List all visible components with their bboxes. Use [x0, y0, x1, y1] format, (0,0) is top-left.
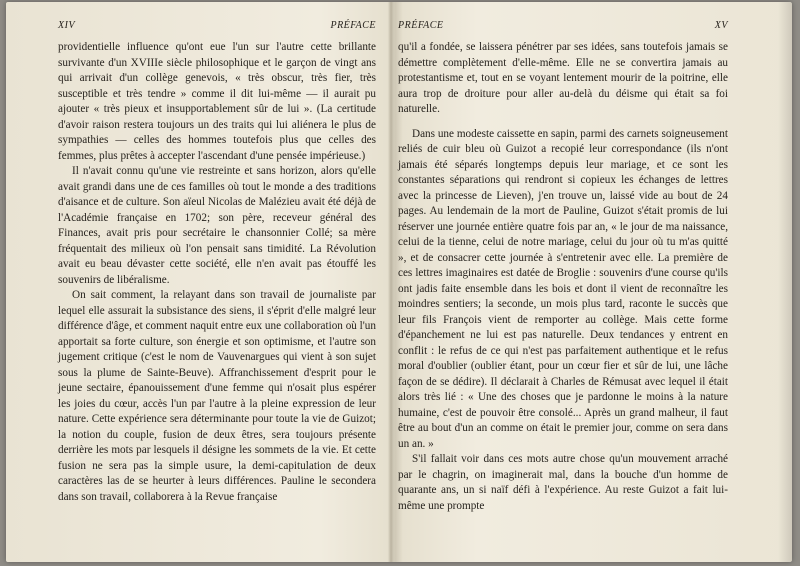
right-page: [398, 2, 728, 562]
left-page-body: [58, 40, 376, 505]
left-paragraph-1: providentielle influence qu'ont eue l'un sur l'autre cette brillante survivante d'un XVIIIe siècle philosophique et le garçon de vingt ans qui arrivait d'un collège genevois, « très obscur, très fier, très susceptible et très tendre » comme il dit lui-même — il aurait pu ajouter « très pieux et insupportablement sûr de lui ». (La certitude d'avoir raison restera toujours un des traits qui lui aliénera le plus de sympathies — celles des hommes toutefois plus que celles des femmes, plus prêtes à accepter l'ascendant d'une pensée impérieuse.): [58, 41, 376, 162]
left-running-title: PRÉFACE: [330, 20, 376, 31]
left-page: [58, 2, 376, 562]
left-paragraph-2: Il n'avait connu qu'une vie restreinte et sans horizon, alors qu'elle avait grandi dans une de ces familles où tout le monde a des traditions d'aisance et de culture. Son aïeul Nicolas de Malézieu avait été déjà de l'Académie française en 1702; son père, receveur général des Finances, avait pris pour secrétaire le chansonnier Collé; sa mère fréquentait des milieux où l'on pensait sans timidité. La Révolution avait eu beau dévaster cette société, elle n'en avait pas étouffé les souvenirs de libéralisme.: [58, 165, 376, 286]
right-paragraph-3: S'il fallait voir dans ces mots autre chose qu'un mouvement arraché par le chagrin, on imaginerait mal, dans la bouche d'un homme de quarante ans, un si naïf défi à l'expérience. Au reste Guizot a fait lui-même une prompte: [398, 453, 728, 512]
page-edge-shadow: [778, 2, 792, 562]
right-page-number: XV: [714, 20, 728, 31]
right-running-title: PRÉFACE: [398, 20, 444, 31]
right-paragraph-1: qu'il a fondée, se laissera pénétrer par ses idées, sans toutefois jamais se démettre complètement d'elle-même. Elle ne se convertira jamais au protestantisme et, tout en se voyant lentement mourir de la poitrine, elle aura trop de droiture pour aller au-delà du déisme qui était sa foi naturelle.: [398, 41, 728, 115]
left-page-number: XIV: [58, 20, 76, 31]
right-paragraph-2: Dans une modeste caissette en sapin, parmi des carnets soigneusement reliés de cuir bleu où Guizot a recopié leur correspondance (ils n'ont jamais été séparés longtemps depuis leur mariage, et ce sont les constantes séparations qui rendront si copieux les échanges de lettres avec la princesse de Lieven), j'en trouve un, laissé vide au bout de 24 pages. Au lendemain de la mort de Pauline, Guizot s'était promis de lui réserver une journée entière quatre fois par an, « le jour de ma naissance, celui de la tienne, celui de notre mariage, celui du jour où tu m'as quitté », et de consacrer cette journée à s'entretenir avec elle. La première de ces lettres imaginaires est datée de Broglie : souvenirs d'une course qu'ils ont jadis faite ensemble dans les bois et dont il vient de reconnaître les moindres sentiers; la seconde, un mois plus tard, raconte le succès que leur fils François vient de remporter au collège. Mais cette forme d'épanchement ne lui est pas naturelle. Deux tendances y entrent en conflit : le refus de ce qui n'est pas parfaitement authentique et le refus moral d'oublier (oublier étant, pour un cœur fier et sûr de lui, une lâche façon de se dédire). Il déclarait à Charles de Rémusat avec lequel il était alors très lié : « Une des choses que je pardonne le moins à la nature humaine, c'est de pouvoir être consolé... Après un grand malheur, il faut être au bout d'un an comme on était le premier jour, comme on sera dans un an. »: [398, 127, 728, 450]
right-page-body: [398, 40, 728, 514]
left-paragraph-3: On sait comment, la relayant dans son travail de journaliste par lequel elle assurait la subsistance des siens, il s'éprit d'elle malgré leur différence d'âge, et comment naquit entre eux une collaboration où l'un apportait sa forte culture, son énergie et son optimisme, et l'autre son jugement critique (c'est le nom de Vauvenargues qui vient à son sujet sous la plume de Sainte-Beuve). Affranchissement d'esprit pour le jeune sectaire, épanouissement d'une femme qui n'osait plus espérer les joies du cœur, accès l'un par l'autre à la pleine expression de leur nature. Cette expérience sera déterminante pour toute la vie de Guizot; la notion du couple, fusion de deux êtres, sera toujours présente derrière les mots par lesquels il désigne les sommets de la vie. Et cette fusion ne sera pas la simple usure, la demi-capitulation de deux caractères las de se heurter à leurs différences. Pauline le secondera dans son travail, collaborera à la Revue française: [58, 289, 376, 503]
book-gutter: [388, 2, 394, 562]
book-spread: [6, 2, 792, 562]
